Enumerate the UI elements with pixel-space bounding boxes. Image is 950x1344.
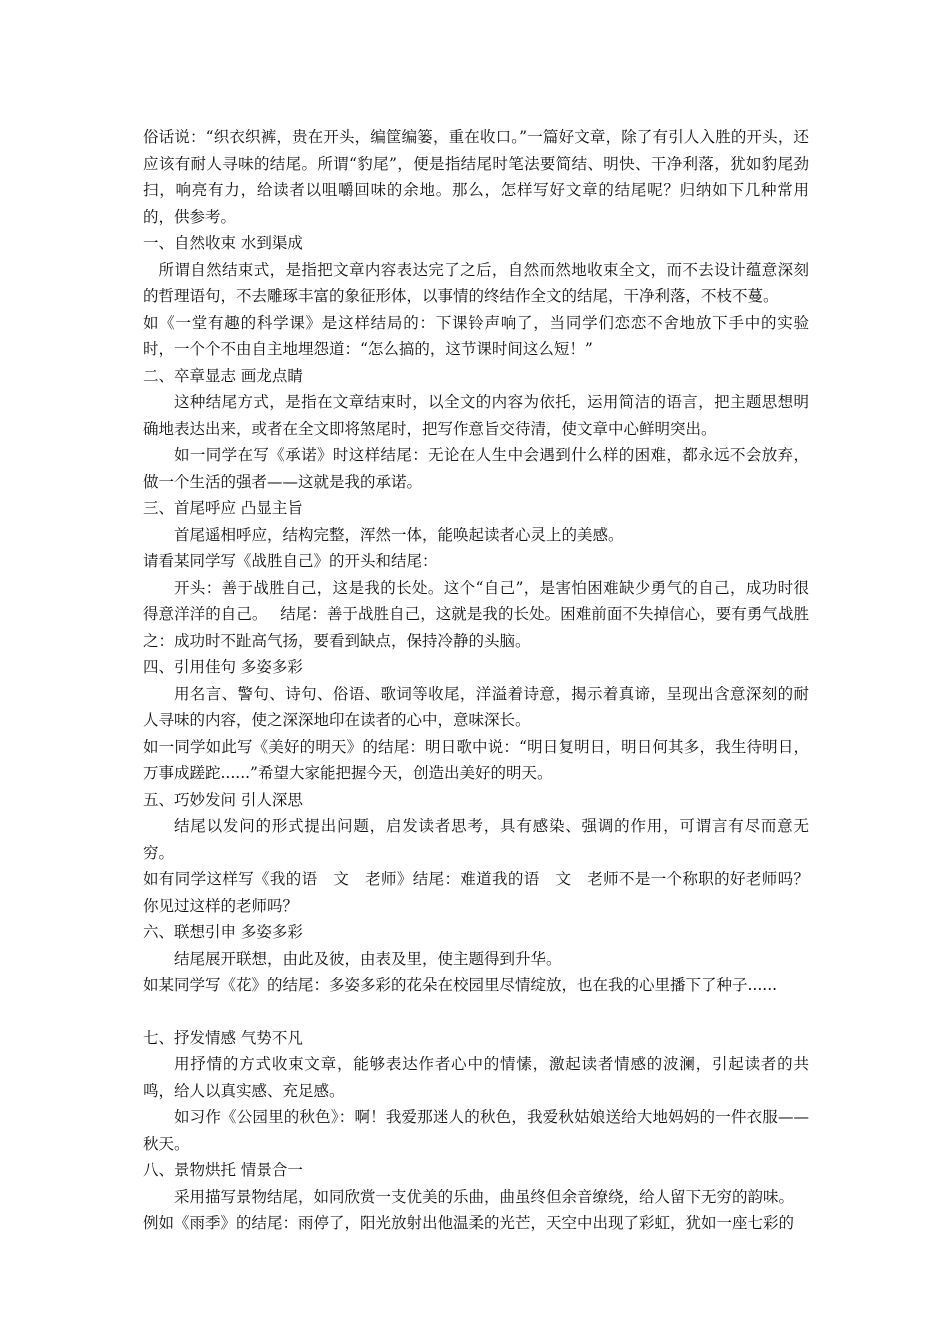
section-paragraph: 所谓自然结束式，是指把文章内容表达完了之后，自然而然地收束全文，而不去设计蕴意深刻的哲理语句，不去雕琢丰富的象征形体，以事情的终结作全文的结尾，干净利落，不枝不蔓。	[143, 260, 809, 305]
section-paragraph: 结尾以发问的形式提出问题，启发读者思考，具有感染、强调的作用，可谓言有尽而意无穷。	[143, 817, 809, 862]
section-paragraph: 如习作《公园里的秋色》：啊！我爱那迷人的秋色，我爱秋姑娘送给大地妈妈的一件衣服——秋天。	[143, 1108, 809, 1153]
blank-line	[143, 999, 809, 1025]
section-paragraph: 开头：善于战胜自己，这是我的长处。这个“自己”，是害怕困难缺少勇气的自己，成功时很得意洋洋的自己。 结尾：善于战胜自己，这就是我的长处。困难前面不失掉信心，要有勇气战胜之：成功时不趾高气扬，要看到缺点，保持冷静的头脑。	[143, 578, 809, 650]
section-paragraph: 如一同学在写《承诺》时这样结尾：无论在人生中会遇到什么样的困难，都永远不会放弃，做一个生活的强者——这就是我的承诺。	[143, 446, 809, 491]
section-heading: 三、首尾呼应 凸显主旨	[143, 499, 303, 517]
section-paragraph: 例如《雨季》的结尾：雨停了，阳光放射出他温柔的光芒，天空中出现了彩虹，犹如一座七彩的	[143, 1214, 795, 1232]
section-heading: 六、联想引申 多姿多彩	[143, 923, 303, 941]
intro-paragraph: 俗话说：“织衣织裤，贵在开头，编筐编篓，重在收口。”一篇好文章，除了有引人入胜的开头，还应该有耐人寻味的结尾。所谓“豹尾”，便是指结尾时笔法要简结、明快、干净利落，犹如豹尾劲扫，响亮有力，给读者以咀嚼回味的余地。那么，怎样写好文章的结尾呢？归纳如下几种常用的，供参考。	[143, 128, 809, 226]
section-paragraph: 结尾展开联想，由此及彼，由表及里，使主题得到升华。	[174, 949, 562, 968]
section-paragraph: 用名言、警句、诗句、俗语、歌词等收尾，洋溢着诗意，揭示着真谛，呈现出含意深刻的耐人寻味的内容，使之深深地印在读者的心中，意味深长。	[143, 684, 809, 729]
section-heading: 五、巧妙发问 引人深思	[143, 790, 303, 809]
section-paragraph: 如有同学这样写《我的语 文 老师》结尾：难道我的语 文 老师不是一个称职的好老师吗？你见过这样的老师吗？	[143, 870, 809, 915]
document-body	[143, 124, 809, 1237]
section-paragraph: 采用描写景物结尾，如同欣赏一支优美的乐曲，曲虽终但余音缭绕，给人留下无穷的韵味。	[174, 1187, 795, 1206]
section-heading: 八、景物烘托 情景合一	[143, 1161, 303, 1179]
section-heading: 七、抒发情感 气势不凡	[143, 1028, 303, 1047]
section-paragraph: 如《一堂有趣的科学课》是这样结局的：下课铃声响了，当同学们恋恋不舍地放下手中的实验时，一个个不由自主地埋怨道：“怎么搞的，这节课时间这么短！”	[143, 313, 809, 358]
section-paragraph: 首尾遥相呼应，结构完整，浑然一体，能唤起读者心灵上的美感。	[174, 525, 624, 544]
section-paragraph: 用抒情的方式收束文章，能够表达作者心中的情愫，激起读者情感的波澜，引起读者的共鸣，给人以真实感、充足感。	[143, 1055, 809, 1100]
section-paragraph: 这种结尾方式，是指在文章结束时，以全文的内容为依托，运用简洁的语言，把主题思想明确地表达出来，或者在全文即将煞尾时，把写作意旨交待清，使文章中心鲜明突出。	[143, 393, 809, 438]
section-paragraph: 如一同学如此写《美好的明天》的结尾：明日歌中说：“明日复明日，明日何其多，我生待明日，万事成蹉跎......”希望大家能把握今天，创造出美好的明天。	[143, 737, 809, 782]
section-heading: 二、卒章显志 画龙点睛	[143, 366, 303, 385]
section-paragraph: 请看某同学写《战胜自己》的开头和结尾：	[143, 552, 438, 570]
section-heading: 一、自然收束 水到渠成	[143, 234, 303, 252]
section-paragraph: 如某同学写《花》的结尾：多姿多彩的花朵在校园里尽情绽放，也在我的心里播下了种子......	[143, 976, 778, 994]
section-heading: 四、引用佳句 多姿多彩	[143, 658, 303, 676]
